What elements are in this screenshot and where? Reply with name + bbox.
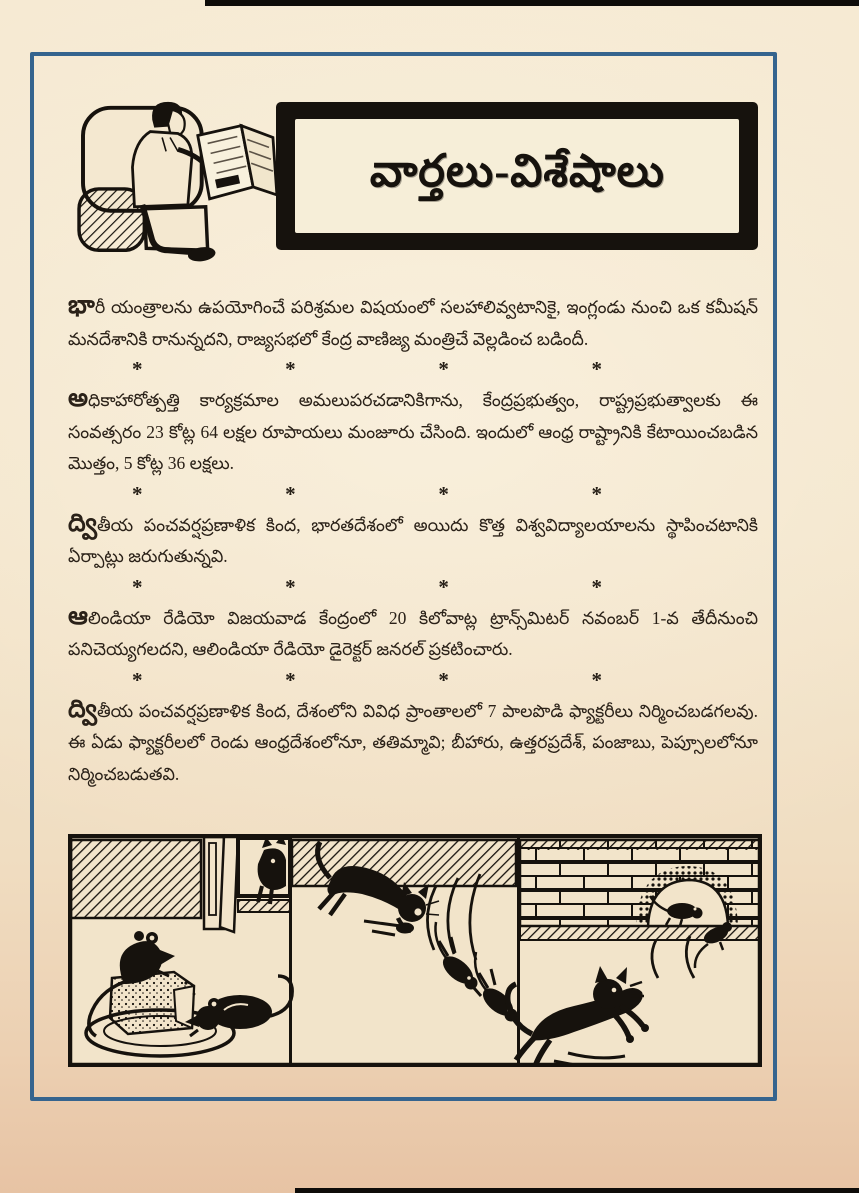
asterisk: * xyxy=(591,667,602,692)
paragraph-initial: ఆ xyxy=(68,602,88,630)
asterisk-divider xyxy=(132,667,602,695)
asterisk-divider xyxy=(132,574,602,602)
news-paragraph xyxy=(68,696,758,791)
newspaper xyxy=(198,126,277,199)
asterisk: * xyxy=(591,357,602,382)
masthead xyxy=(66,90,760,280)
paragraph-text: తీయ పంచవర్షప్రణాళిక కింద, భారతదేశంలో అయిదు కొత్త విశ్వవిద్యాలయాలను స్థాపించటానికి ఏర్పాట్లు జరుగుతున్నవి. xyxy=(68,514,758,566)
paragraph-initial: ద్వి xyxy=(68,509,97,537)
news-paragraph xyxy=(68,603,758,666)
asterisk-divider xyxy=(132,356,602,384)
asterisk: * xyxy=(591,574,602,599)
asterisk: * xyxy=(132,481,143,506)
reader-in-armchair-illustration xyxy=(66,92,284,276)
asterisk: * xyxy=(132,357,143,382)
asterisk: * xyxy=(285,357,296,382)
paragraph-initial: అ xyxy=(68,385,89,412)
paragraph-text: తీయ పంచవర్షప్రణాళిక కింద, దేశంలోని వివిధ ప్రాంతాలలో 7 పాలపొడి ఫ్యాక్టరీలు నిర్మించబడగలవు. ఈ ఏడు ఫ్యాక్టరీలలో రెండు ఆంధ్రదేశంలోనూ, తతిమ్మావి; బీహారు, ఉత్తరప్రదేశ్, పంజాబు, పెప్సూలలోనూ నిర్మించబడుతవి. xyxy=(68,700,758,784)
title-box xyxy=(276,102,758,250)
asterisk: * xyxy=(438,481,449,506)
asterisk-divider xyxy=(132,481,602,509)
paragraph-initial: భా xyxy=(68,292,95,319)
paragraph-text: ధికాహారోత్పత్తి కార్యక్రమాల అమలుపరచడానికిగాను, కేంద్రప్రభుత్వం, రాష్ట్రప్రభుత్వాలకు ఈ సంవత్సరం 23 కోట్ల 64 లక్షల రూపాయలు మంజూరు చేసింది. ఇందులో ఆంధ్ర రాష్ట్రానికి కేటాయించబడిన మొత్తం, 5 కోట్ల 36 లక్షలు. xyxy=(68,390,758,473)
asterisk: * xyxy=(132,574,143,599)
news-paragraph xyxy=(68,292,758,355)
news-paragraph xyxy=(68,510,758,573)
title-panel xyxy=(295,119,739,233)
paragraph-text: రీ యంత్రాలను ఉపయోగించే పరిశ్రమల విషయంలో సలహాలివ్వటానికై, ఇంగ్లండు నుంచి ఒక కమీషన్ మనదేశానికి రానున్నదని, రాజ్యసభలో కేంద్ర వాణిజ్య మంత్రిచే వెల్లడించ బడిందీ. xyxy=(68,297,758,349)
scan-edge-bottom xyxy=(295,1188,859,1193)
page-title: వార్తలు-విశేషాలు xyxy=(368,145,666,196)
news-paragraph xyxy=(68,385,758,480)
window-with-cat xyxy=(238,835,290,912)
asterisk: * xyxy=(285,667,296,692)
asterisk: * xyxy=(285,574,296,599)
asterisk: * xyxy=(438,667,449,692)
asterisk: * xyxy=(132,667,143,692)
asterisk: * xyxy=(591,481,602,506)
asterisk: * xyxy=(285,481,296,506)
asterisk: * xyxy=(438,574,449,599)
news-column xyxy=(68,292,758,830)
paragraph-initial: ద్వి xyxy=(68,695,97,723)
paragraph-text: లిండియా రేడియో విజయవాడ కేంద్రంలో 20 కిలోవాట్ల ట్రాన్స్‌మిటర్ నవంబర్ 1-వ తేదీనుంచి పనిచెయ్యగలదని, ఆలిండియా రేడియో డైరెక్టర్ జనరల్ ప్రకటించారు. xyxy=(68,607,758,659)
open-door xyxy=(204,836,238,932)
cat-and-mice-comic-strip xyxy=(68,834,762,1067)
asterisk: * xyxy=(438,357,449,382)
scan-edge-top xyxy=(205,0,859,6)
